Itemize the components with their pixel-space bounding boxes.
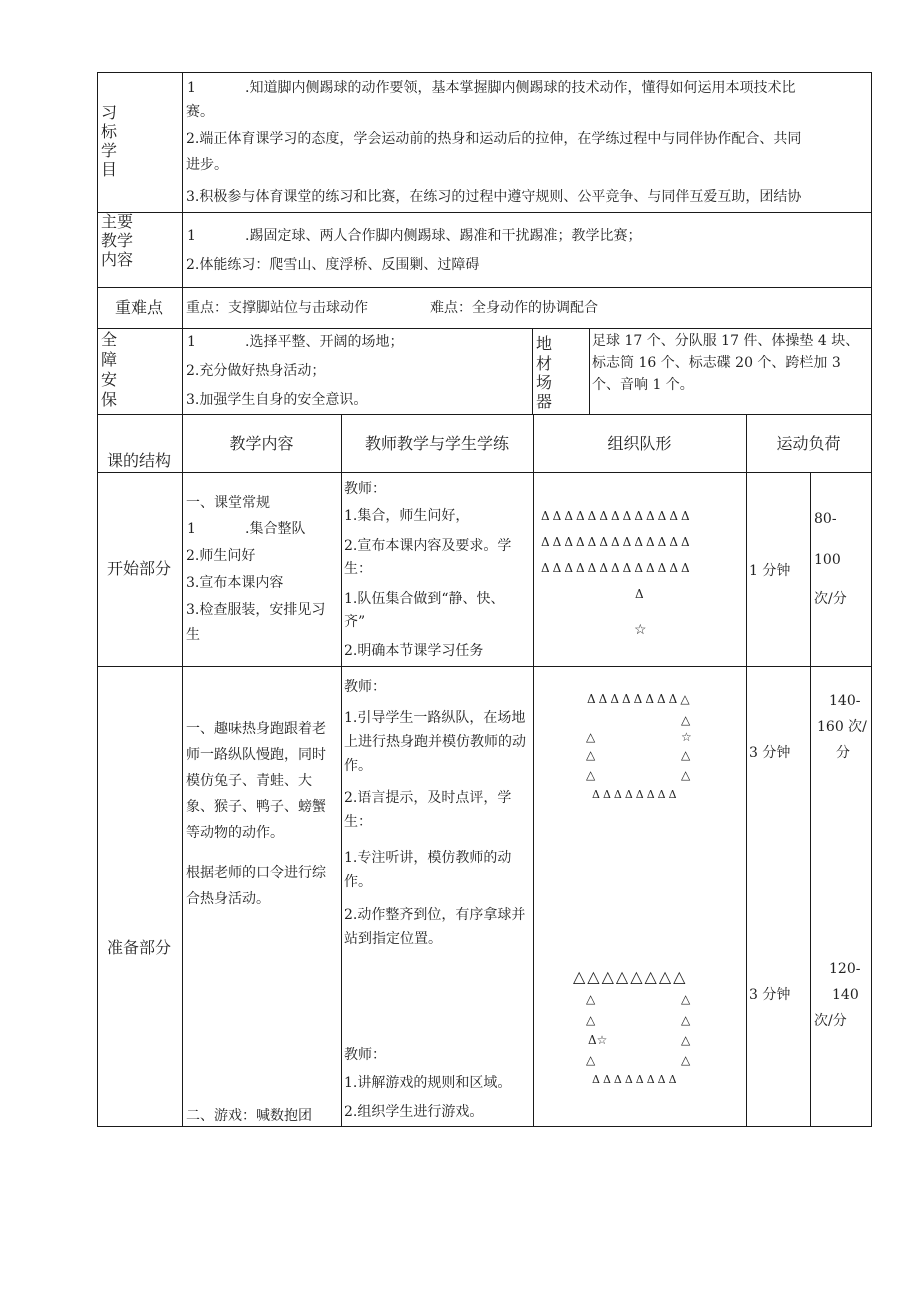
start-content-number: 1 <box>187 521 196 537</box>
prep-teaching-line: 2.语言提示，及时点评，学生： <box>344 790 512 830</box>
goal-item-1-cont: 赛。 <box>186 104 214 120</box>
table-border <box>810 472 811 1127</box>
prep-heart-rate-2: 次/分 <box>814 1013 847 1029</box>
table-border <box>97 72 872 73</box>
safety-line-3: 3.加强学生自身的安全意识。 <box>186 392 368 408</box>
start-teaching-line: 生： <box>344 561 372 577</box>
main-content-line-1-number: 1 <box>187 228 196 244</box>
start-heart-rate: 100 <box>814 552 841 568</box>
table-border <box>533 414 534 1127</box>
equipment-label-char: 场 <box>536 373 553 392</box>
equipment-text: 足球 17 个、分队服 17 件、体操垫 4 块、标志筒 16 个、标志碟 20 个、跨栏加 3 个、音响 1 个。 <box>592 333 860 393</box>
table-border <box>871 72 872 1127</box>
goals-label-char: 习 <box>101 103 118 122</box>
goal-item-1-number: 1 <box>187 80 196 96</box>
prep-time-1: 3 分钟 <box>749 745 791 761</box>
table-border <box>97 287 872 288</box>
warmup-formation-student: △ <box>681 748 691 762</box>
table-border <box>97 414 872 415</box>
start-content-line: 3.检查服装，安排见习 <box>186 602 326 618</box>
goals-label-char: 标 <box>101 122 118 141</box>
prep-teaching-line: 2.组织学生进行游戏。 <box>344 1104 484 1120</box>
start-teaching-line: 教师： <box>344 481 386 497</box>
prep-heart-rate-2: 140 <box>832 987 859 1003</box>
game-formation-top: △△△△△△△△ <box>573 967 688 986</box>
prep-part-label: 准备部分 <box>107 938 172 957</box>
table-border <box>97 72 98 1127</box>
game-formation-bottom: ΔΔΔΔΔΔΔΔ <box>592 1073 680 1086</box>
table-border <box>97 666 872 667</box>
header-content: 教学内容 <box>229 434 294 453</box>
formation-student-row: ΔΔΔΔΔΔΔΔΔΔΔΔΔ <box>541 535 693 549</box>
table-border <box>182 72 183 1127</box>
prep-teaching-line: 1.讲解游戏的规则和区域。 <box>344 1075 512 1091</box>
start-teaching-line: 2.宣布本课内容及要求。学 <box>344 538 512 554</box>
start-content-line: 一、课堂常规 <box>186 495 270 511</box>
header-formation: 组织队形 <box>607 434 672 453</box>
main-content-line-1 <box>187 225 641 247</box>
game-formation-student: △ <box>586 1013 596 1027</box>
goal-item-1 <box>187 77 795 99</box>
table-border <box>97 328 872 329</box>
start-teaching-line: 齐” <box>344 614 366 630</box>
safety-label-char: 障 <box>101 350 118 369</box>
safety-line-2: 2.充分做好热身活动； <box>186 363 326 379</box>
safety-line-1-text: .选择平整、开阔的场地； <box>245 334 404 350</box>
warmup-teacher-star-icon: ☆ <box>681 730 692 744</box>
start-content-text: .集合整队 <box>245 521 306 537</box>
game-formation-student: △ <box>681 1053 691 1067</box>
main-content-line-2: 2.体能练习：爬雪山、度浮桥、反围剿、过障碍 <box>186 257 480 273</box>
table-border <box>97 212 872 213</box>
game-formation-student: △ <box>681 1013 691 1027</box>
start-content-line <box>187 518 305 540</box>
prep-content-game: 二、游戏：喊数抱团 <box>186 1108 312 1124</box>
prep-heart-rate-1: 140- <box>829 693 861 709</box>
game-formation-student: △ <box>586 992 596 1006</box>
prep-teaching-line: 2.动作整齐到位，有序拿球并站到指定位置。 <box>344 907 526 947</box>
table-border <box>532 328 533 414</box>
start-teaching-line: 2.明确本节课学习任务 <box>344 643 484 659</box>
prep-heart-rate-1: 分 <box>836 745 850 761</box>
game-formation-teacher: Δ☆ <box>588 1033 608 1047</box>
start-part-label: 开始部分 <box>107 559 172 578</box>
equipment-label-char: 地 <box>536 334 553 353</box>
warmup-formation-student: △ <box>586 748 596 762</box>
prep-teaching-line: 1.专注听讲，模仿教师的动作。 <box>344 850 512 890</box>
table-border <box>341 414 342 1127</box>
game-formation-student: △ <box>586 1053 596 1067</box>
goal-item-2: 2.端正体育课学习的态度，学会运动前的热身和运动后的拉伸，在学练过程中与同伴协作配合、共同 <box>186 131 802 147</box>
equipment-label-char: 器 <box>536 392 553 411</box>
table-border <box>97 472 872 473</box>
start-heart-rate: 80- <box>814 511 837 527</box>
safety-label-char: 保 <box>101 390 118 409</box>
goals-label-char: 目 <box>101 160 118 179</box>
warmup-formation-top: ΔΔΔΔΔΔΔΔ△ <box>587 692 693 706</box>
warmup-formation-bottom: ΔΔΔΔΔΔΔΔ <box>592 788 680 801</box>
warmup-formation-student: △ <box>681 768 691 782</box>
prep-teaching-line: 教师： <box>344 1047 386 1063</box>
formation-student-row: ΔΔΔΔΔΔΔΔΔΔΔΔΔ <box>541 509 693 523</box>
header-teaching: 教师教学与学生学练 <box>364 434 509 453</box>
start-teaching-line: 1.队伍集合做到“静、快、 <box>344 591 505 607</box>
prep-teaching-line: 1.引导学生一路纵队，在场地上进行热身跑并模仿教师的动作。 <box>344 710 526 774</box>
safety-label-char: 安 <box>101 370 118 389</box>
goal-item-1-text: .知道脚内侧踢球的动作要领，基本掌握脚内侧踢球的技术动作，懂得如何运用本项技术比 <box>245 80 796 96</box>
prep-teaching-line: 教师： <box>344 679 386 695</box>
start-time: 1 分钟 <box>749 563 791 579</box>
start-heart-rate: 次/分 <box>814 591 847 607</box>
goal-item-3: 3.积极参与体育课堂的练习和比赛，在练习的过程中遵守规则、公平竞争、与同伴互爱互助，团结协 <box>186 189 802 205</box>
start-content-line: 2.师生问好 <box>186 548 256 564</box>
key-points-label: 重难点 <box>115 298 164 317</box>
key-point-text: 重点：支撑脚站位与击球动作 <box>186 300 368 316</box>
prep-content-instruction: 根据老师的口令进行综合热身活动。 <box>186 865 326 907</box>
warmup-formation-student: △ <box>681 713 691 727</box>
prep-time-2: 3 分钟 <box>749 987 791 1003</box>
table-border <box>746 414 747 1127</box>
start-content-line: 3.宣布本课内容 <box>186 575 284 591</box>
formation-student-row: Δ <box>635 587 647 601</box>
teacher-star-icon: ☆ <box>634 622 647 638</box>
header-load: 运动负荷 <box>776 434 841 453</box>
warmup-formation-student: △ <box>586 768 596 782</box>
prep-heart-rate-1: 160 次/ <box>817 719 867 735</box>
difficulty-text: 难点：全身动作的协调配合 <box>430 300 598 316</box>
table-border <box>589 328 590 414</box>
warmup-formation-student: △ <box>586 730 596 744</box>
main-content-label: 教学 <box>101 231 134 250</box>
prep-heart-rate-2: 120- <box>829 961 861 977</box>
main-content-label: 内容 <box>101 250 134 269</box>
goals-label-char: 学 <box>101 141 118 160</box>
safety-label-char: 全 <box>101 330 118 349</box>
header-structure: 课的结构 <box>107 451 172 470</box>
game-formation-student: △ <box>681 992 691 1006</box>
prep-content-warmup: 一、趣味热身跑跟着老师一路纵队慢跑，同时模仿兔子、青蛙、大象、猴子、鸭子、螃蟹等动物的动作。 <box>186 721 326 841</box>
safety-line-1-number: 1 <box>187 334 196 350</box>
main-content-line-1-text: .踢固定球、两人合作脚内侧踢球、踢准和干扰踢准；教学比赛； <box>245 228 642 244</box>
equipment-label-char: 材 <box>536 354 553 373</box>
game-formation-student: △ <box>681 1033 691 1047</box>
main-content-label: 主要 <box>101 212 134 231</box>
goal-item-2-cont: 进步。 <box>186 157 228 173</box>
start-content-line: 生 <box>186 627 200 643</box>
formation-student-row: ΔΔΔΔΔΔΔΔΔΔΔΔΔ <box>541 561 693 575</box>
start-teaching-line: 1.集合，师生问好， <box>344 508 470 524</box>
safety-line-1 <box>187 331 403 353</box>
